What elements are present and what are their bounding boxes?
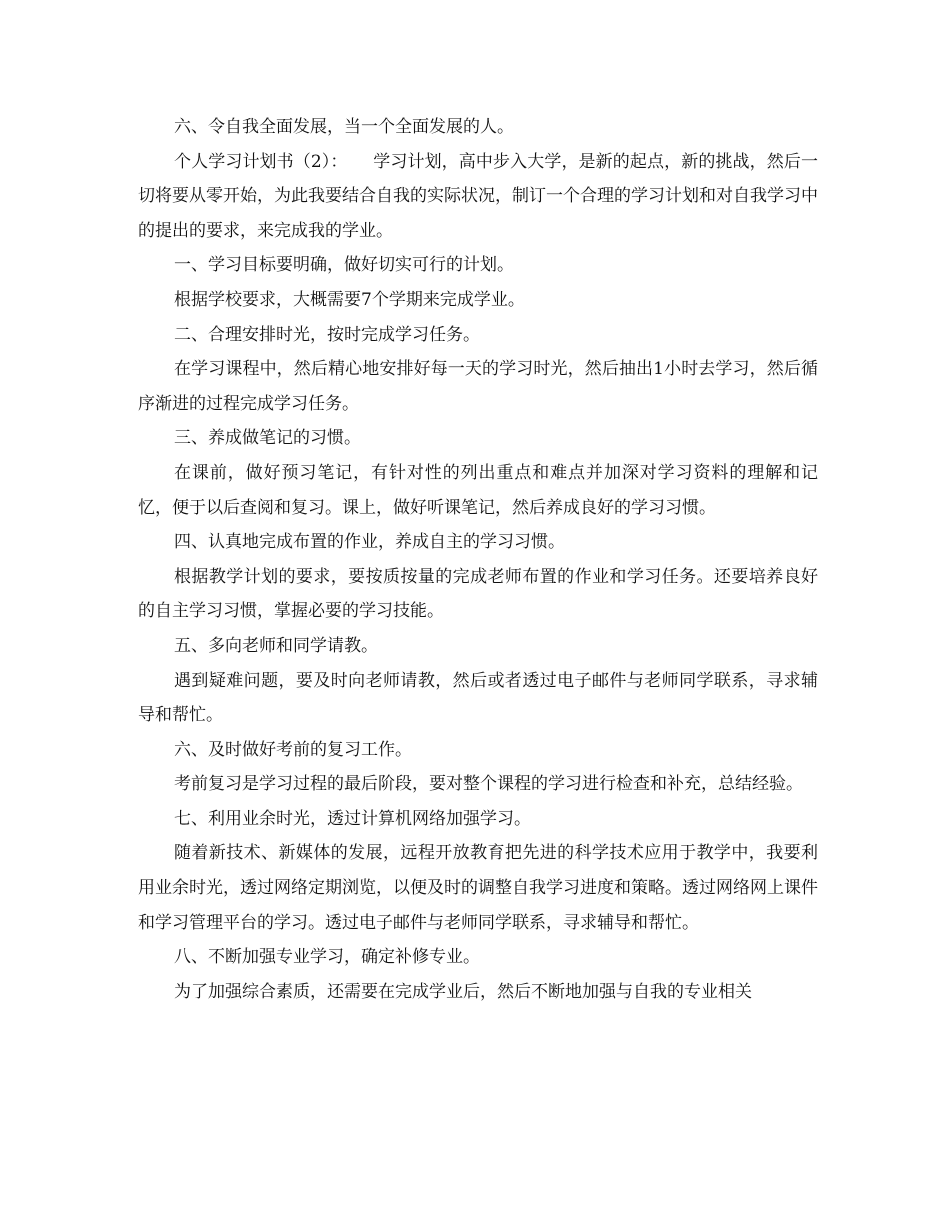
- section-heading-6-review: 六、及时做好考前的复习工作。: [174, 739, 412, 760]
- paragraph-review: 考前复习是学习过程的最后阶段，要对整个课程的学习进行检查和补充，总结经验。: [174, 774, 803, 795]
- paragraph-notes: 在课前，做好预习笔记，有针对性的列出重点和难点并加深对学习资料的理解和记忆，便于以后查阅和复习。课上，做好听课笔记，然后养成良好的学习习惯。: [138, 462, 818, 518]
- paragraph-network: 随着新技术、新媒体的发展，远程开放教育把先进的科学技术应用于教学中，我要利用业余时光，透过网络定期浏览，以便及时的调整自我学习进度和策略。透过网络网上课件和学习管理平台的学习。透过电子邮件与老师同学联系，寻求辅导和帮忙。: [138, 843, 818, 933]
- paragraph-time: 在学习课程中，然后精心地安排好每一天的学习时光，然后抽出1小时去学习，然后循序渐进的过程完成学习任务。: [138, 359, 818, 414]
- section-heading-4-homework: 四、认真地完成布置的作业，养成自主的学习习惯。: [174, 532, 565, 553]
- paragraph-homework: 根据教学计划的要求，要按质按量的完成老师布置的作业和学习任务。还要培养良好的自主学习习惯，掌握必要的学习技能。: [138, 566, 818, 622]
- paragraph-study-plan-intro: 个人学习计划书（2）： 学习计划，高中步入大学，是新的起点，新的挑战，然后一切将要从零开始，为此我要结合自我的实际状况，制订一个合理的学习计划和对自我学习中的提出的要求，来完成我的学业。: [138, 151, 818, 241]
- section-heading-3-notes: 三、养成做笔记的习惯。: [174, 428, 361, 449]
- section-heading-8-major: 八、不断加强专业学习，确定补修专业。: [174, 947, 480, 968]
- section-heading-1-goals: 一、学习目标要明确，做好切实可行的计划。: [174, 255, 514, 276]
- document-page: [138, 110, 818, 1009]
- section-heading-5-ask: 五、多向老师和同学请教。: [174, 635, 378, 656]
- paragraph-major: 为了加强综合素质，还需要在完成学业后，然后不断地加强与自我的专业相关: [174, 981, 752, 1002]
- paragraph-goals: 根据学校要求，大概需要7个学期来完成学业。: [174, 289, 525, 310]
- section-heading-6-self-development: 六、令自我全面发展，当一个全面发展的人。: [174, 117, 514, 137]
- paragraph-ask: 遇到疑难问题，要及时向老师请教，然后或者透过电子邮件与老师同学联系，寻求辅导和帮忙。: [138, 670, 818, 726]
- section-heading-7-network: 七、利用业余时光，透过计算机网络加强学习。: [174, 808, 531, 829]
- section-heading-2-time: 二、合理安排时光，按时完成学习任务。: [174, 324, 480, 345]
